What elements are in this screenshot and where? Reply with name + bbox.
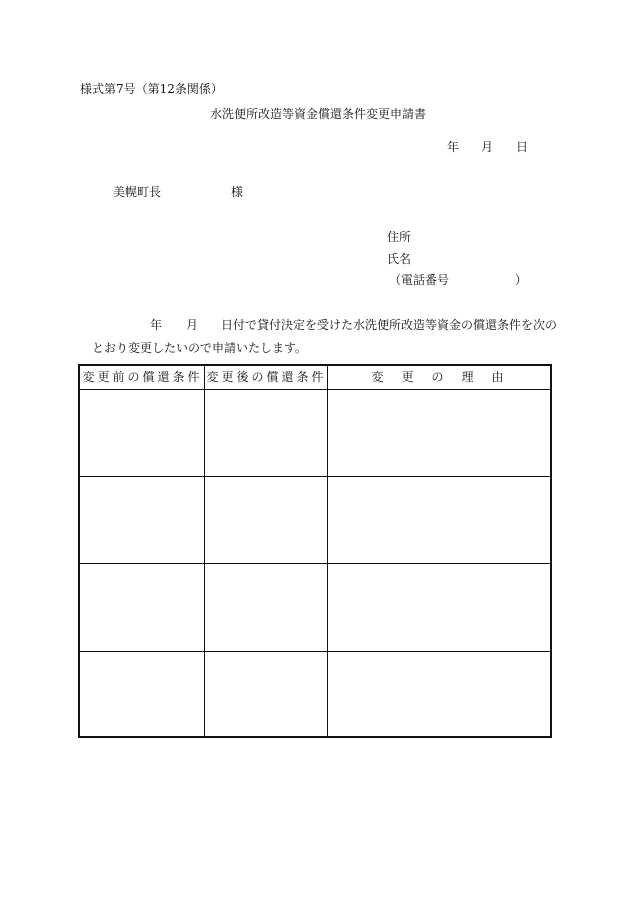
row-divider [80,563,550,564]
date-month-label: 月 [481,140,494,154]
addressee-name: 美幌町長 [113,185,162,199]
row-divider [80,476,550,477]
conditions-table [78,364,552,738]
document-title: 水洗便所改造等資金償還条件変更申請書 [210,107,427,121]
body-year-label: 年 [150,318,163,332]
phone-number-close-paren: ） [515,273,528,287]
header-divider [80,389,550,390]
column-divider [204,366,205,736]
phone-number-label: （電話番号 [389,273,450,287]
date-day-label: 日 [516,140,529,154]
header-after-conditions: 変更後の償還条件 [206,370,327,384]
form-number: 様式第7号（第12条関係） [80,82,223,96]
column-divider [327,366,328,736]
addressee-honorific: 様 [231,185,244,199]
body-month-label: 月 [186,318,199,332]
date-year-label: 年 [447,140,460,154]
header-change-reason: 変 更 の 理 由 [371,370,507,384]
body-text-line-2: とおり変更したいので申請いたします。 [92,341,308,355]
body-text-line-1: 日付で貸付決定を受けた水洗便所改造等資金の償還条件を次の [221,318,558,332]
name-label: 氏名 [387,252,412,266]
header-before-conditions: 変更前の償還条件 [82,370,203,384]
address-label: 住所 [387,230,412,244]
row-divider [80,651,550,652]
